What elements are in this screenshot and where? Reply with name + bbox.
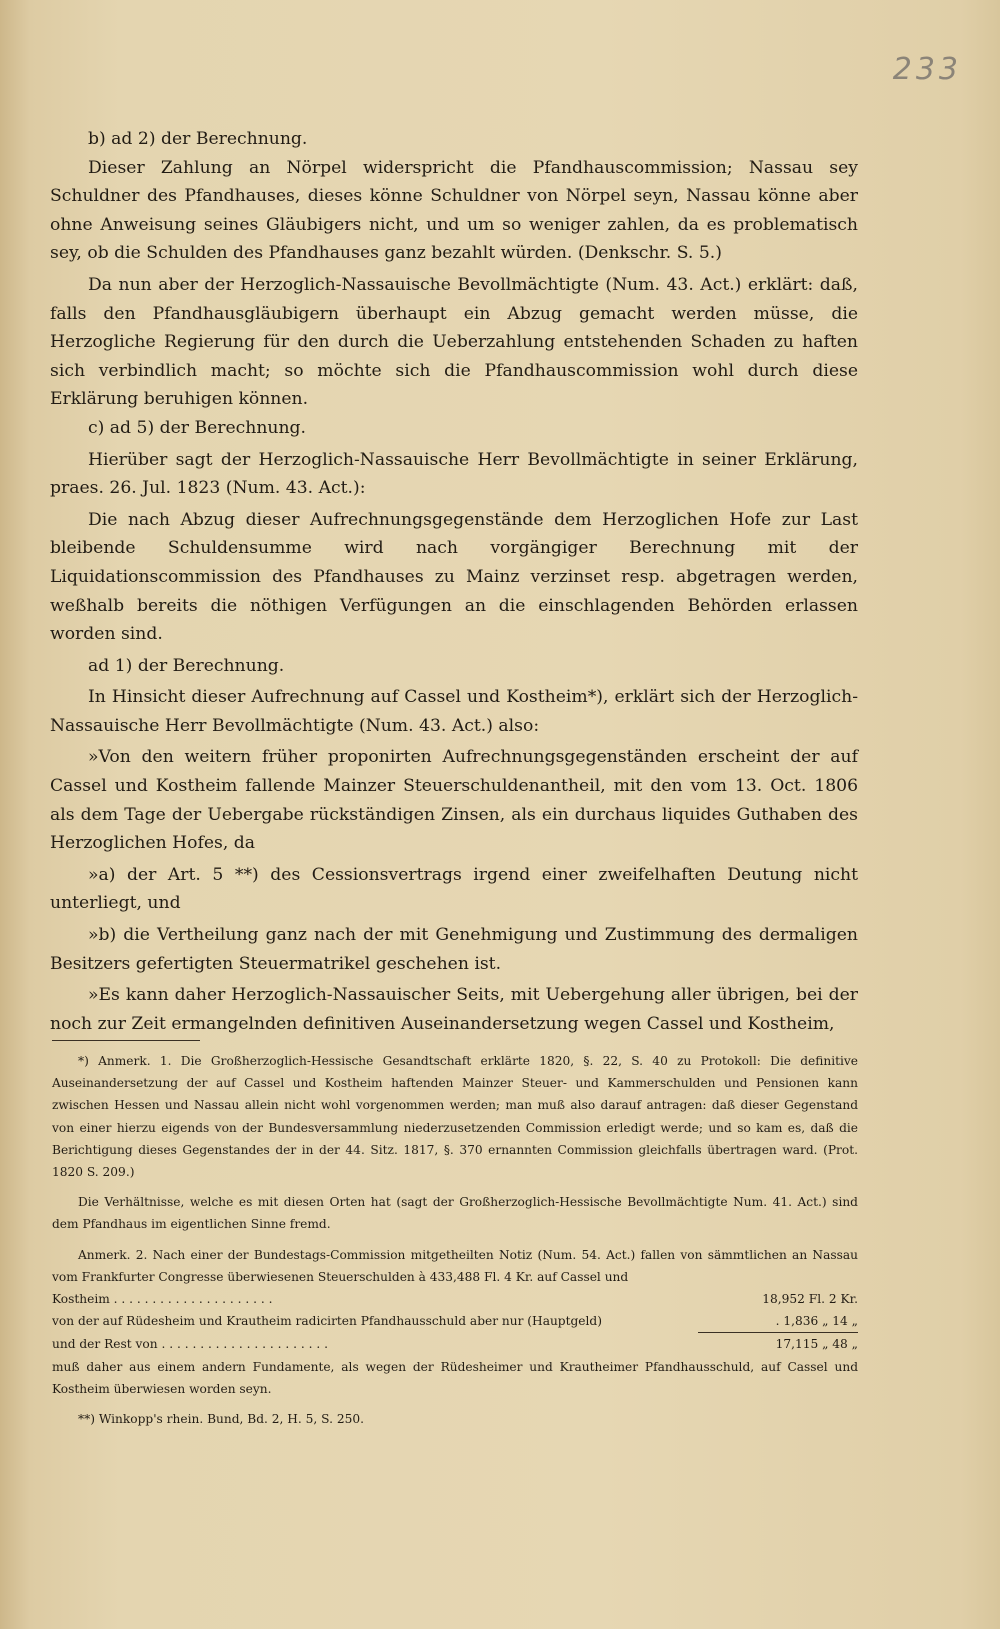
footnote-2: Anmerk. 2. Nach einer der Bundestags-Commission mitgetheilten Notiz (Num. 54. Act.) fallen von sämmtlichen an Nassau vom Frankfurter Congresse überwiesenen Steuerschulden à 433,488 Fl. 4 Kr. auf Cassel und (52, 1247, 858, 1284)
paragraph: Die nach Abzug dieser Aufrechnungsgegenstände dem Herzoglichen Hofe zur Last bleibende Schuldensumme wird nach vorgängiger Berechnung mit der Liquidationscommission des Pfandhauses zu Mainz verzinset resp. abgetragen werden, weßhalb bereits die nöthigen Verfügungen an die einschlagenden Behörden erlassen worden sind. (50, 509, 858, 645)
amount-value: 18,952 Fl. 2 Kr. (762, 1292, 858, 1307)
amount-value: . 1,836 „ 14 „ (698, 1310, 858, 1333)
amount-value: 17,115 „ 48 „ (775, 1337, 858, 1352)
paragraph: Da nun aber der Herzoglich-Nassauische Bevollmächtigte (Num. 43. Act.) erklärt: daß, falls den Pfandhausgläubigern überhaupt ein Abzug gemacht werden müsse, die Herzogliche Regierung für den durch die Ueberzahlung entstehenden Schaden zu haften sich verbindlich macht; so möchte sich die Pfandhauscommission wohl durch diese Erklärung beruhigen können. (50, 274, 858, 410)
amount-row-rest (52, 1333, 858, 1355)
amount-label: und der Rest von . . . . . . . . . . . . . . . . . . . . . . (52, 1337, 329, 1352)
section-heading-c: c) ad 5) der Berechnung. (88, 417, 307, 438)
amount-row-pfandhaus (52, 1310, 858, 1333)
quote-item-a: »a) der Art. 5 **) des Cessionsvertrags irgend einer zweifelhaften Deutung nicht unterliegt, und (50, 864, 858, 914)
footnote-rule (52, 1040, 200, 1041)
section-heading-b: b) ad 2) der Berechnung. (88, 129, 308, 149)
paragraph: Hierüber sagt der Herzoglich-Nassauische Herr Bevollmächtigte in seiner Erklärung, praes. 26. Jul. 1823 (Num. 43. Act.): (50, 449, 858, 499)
section-heading-ad1: ad 1) der Berechnung. (88, 655, 285, 676)
page-number: 233 (892, 52, 962, 87)
footnote-3: **) Winkopp's rhein. Bund, Bd. 2, H. 5, S. 250. (78, 1412, 364, 1427)
footnote-2-end: muß daher aus einem andern Fundamente, als wegen der Rüdesheimer und Krautheimer Pfandhausschuld, auf Cassel und Kostheim überwiesen worden seyn. (52, 1359, 858, 1396)
footnote-1-continued: Die Verhältnisse, welche es mit diesen Orten hat (sagt der Großherzoglich-Hessische Bevollmächtigte Num. 41. Act.) sind dem Pfandhaus im eigentlichen Sinne fremd. (52, 1195, 858, 1232)
paragraph: In Hinsicht dieser Aufrechnung auf Cassel und Kostheim*), erklärt sich der Herzoglich-Nassauische Herr Bevollmächtigte (Num. 43. Act.) also: (50, 687, 858, 736)
amount-row-kostheim (52, 1288, 858, 1310)
amount-label: Kostheim . . . . . . . . . . . . . . . . . . . . . (52, 1292, 273, 1307)
quote-paragraph: »Es kann daher Herzoglich-Nassauischer Seits, mit Uebergehung aller übrigen, bei der noch zur Zeit ermangelnden definitiven Auseinandersetzung wegen Cassel und Kostheim, (50, 985, 858, 1034)
quote-item-b: »b) die Vertheilung ganz nach der mit Genehmigung und Zustimmung des dermaligen Besitzers gefertigten Steuermatrikel geschehen ist. (50, 925, 858, 974)
quote-paragraph: »Von den weitern früher proponirten Aufrechnungsgegenständen erscheint der auf Cassel und Kostheim fallende Mainzer Steuerschuldenantheil, mit den vom 13. Oct. 1806 als dem Tage der Uebergabe rückständigen Zinsen, als ein durchaus liquides Guthaben des Herzoglichen Hofes, da (50, 747, 858, 854)
footnotes (52, 1050, 858, 1430)
paragraph: Dieser Zahlung an Nörpel widerspricht die Pfandhauscommission; Nassau sey Schuldner des Pfandhauses, dieses könne Schuldner von Nörpel seyn, Nassau könne aber ohne Anweisung seines Gläubigers nicht, und um so weniger zahlen, da es problematisch sey, ob die Schulden des Pfandhauses ganz bezahlt würden. (Denkschr. S. 5.) (50, 157, 858, 264)
footnote-1: *) Anmerk. 1. Die Großherzoglich-Hessische Gesandtschaft erklärte 1820, §. 22, S. 40 zu Protokoll: Die definitive Auseinandersetzung der auf Cassel und Kostheim haftenden Mainzer Steuer- und Kammerschulden und Pensionen kann zwischen Hessen und Nassau allein nicht wohl vorgenommen werden; man muß also darauf antragen: daß dieser Gegenstand von einer hierzu eigends von der Bundesversammlung niederzusetzenden Commission erledigt werde; und so kam es, daß die Berichtigung dieses Gegenstandes der in der 44. Sitz. 1817, §. 370 ernannten Commission gleichfalls übertragen ward. (Prot. 1820 S. 209.) (52, 1054, 858, 1180)
main-text (50, 125, 858, 1038)
amount-label: von der auf Rüdesheim und Krautheim radicirten Pfandhausschuld aber nur (Hauptgeld) (52, 1314, 602, 1329)
